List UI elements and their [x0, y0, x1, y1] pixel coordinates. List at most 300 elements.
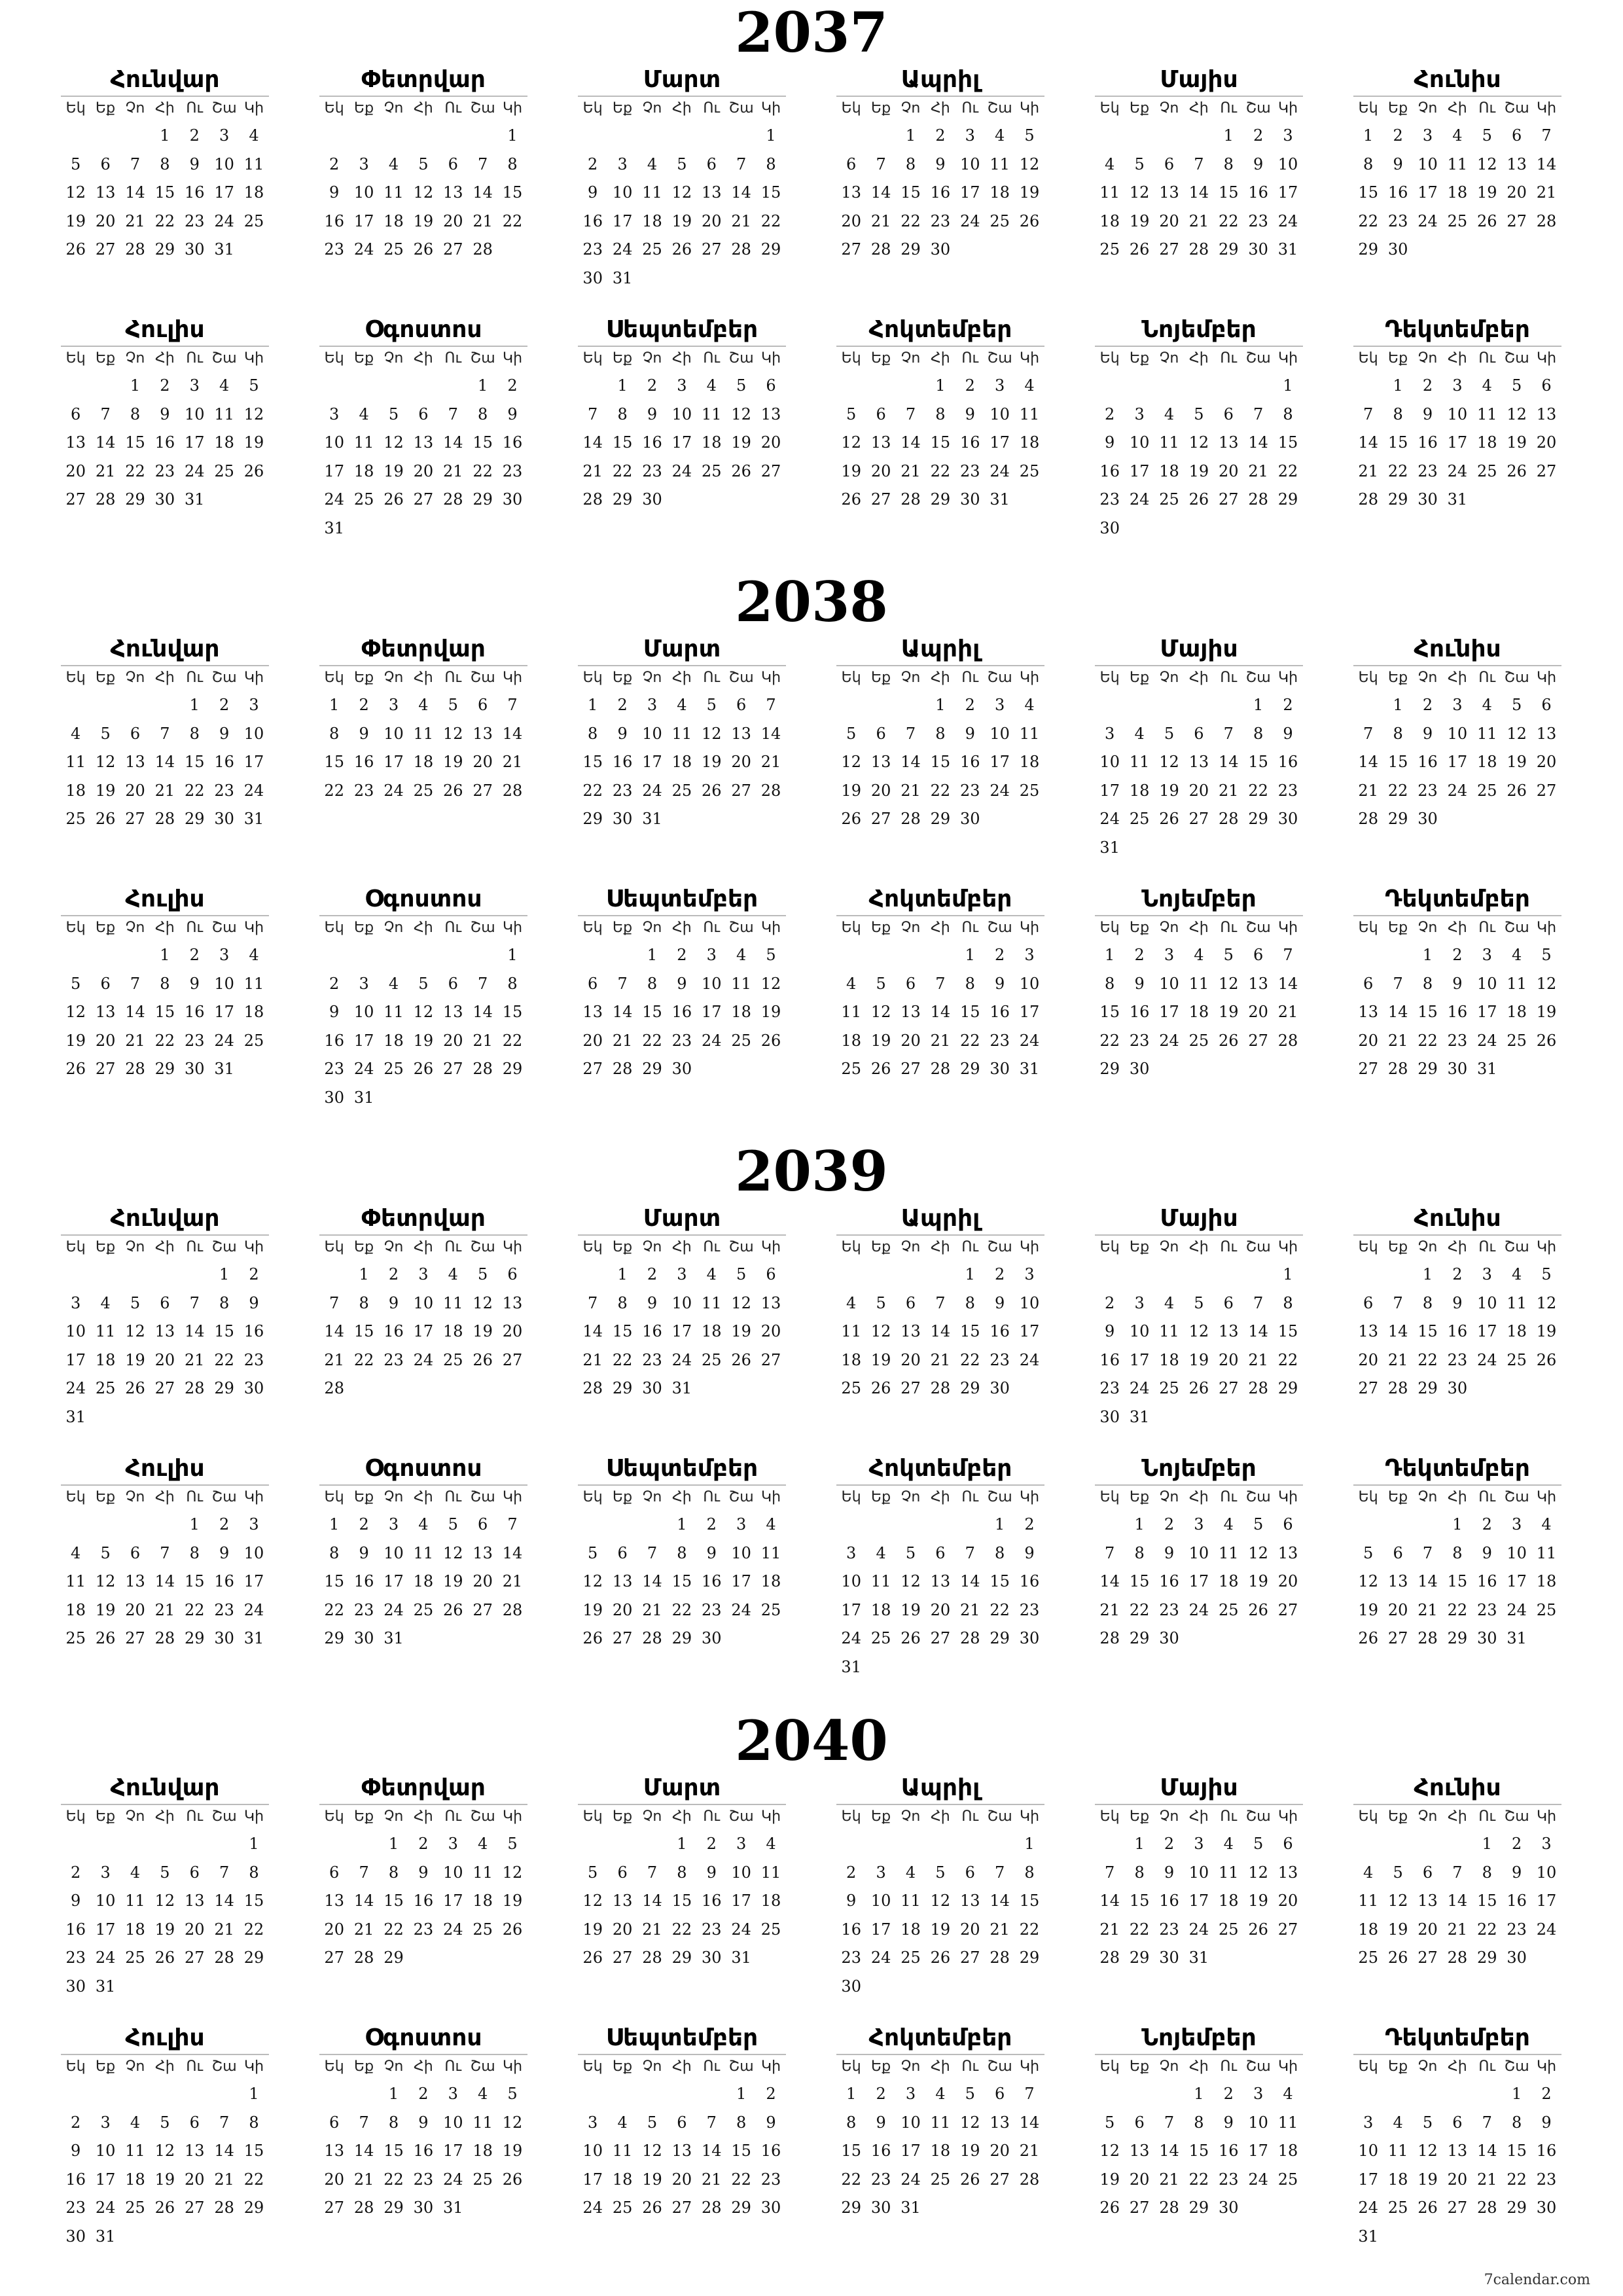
day-cell: 17	[642, 753, 662, 771]
day-cell: 17	[353, 1031, 374, 1050]
day-cell: 30	[1418, 810, 1438, 828]
day-cell: 4	[1482, 696, 1492, 714]
day-cell: 23	[642, 1350, 662, 1369]
empty-day-cell	[120, 122, 150, 151]
day-cell: 9	[160, 404, 170, 423]
day-cell: 8	[329, 1543, 340, 1562]
day-cell: 26	[1418, 2198, 1438, 2217]
day-cell: 28	[1387, 1379, 1408, 1397]
day-cell: 19	[582, 1920, 603, 1939]
day-cell: 11	[413, 1543, 434, 1562]
day-cell: 11	[870, 1572, 891, 1590]
weekday-label: Եկ	[841, 100, 861, 117]
weekday-label: Հի	[931, 1239, 950, 1255]
day-cell: 11	[1476, 404, 1497, 423]
weekday-label: Շա	[728, 100, 754, 117]
weekday-label: Չո	[1159, 1489, 1179, 1505]
day-cell: 22	[184, 1600, 205, 1619]
weekday-label: Կի	[1278, 1808, 1298, 1825]
day-cell: 27	[901, 1060, 921, 1078]
month-name: Հունիս	[1414, 636, 1501, 662]
day-cell: 8	[359, 1293, 369, 1312]
day-cell: 8	[677, 1543, 687, 1562]
day-cell: 4	[130, 1863, 141, 1882]
day-cell: 17	[95, 1920, 116, 1939]
weekday-header	[836, 665, 1044, 691]
day-cell: 15	[1218, 183, 1239, 202]
day-cell: 12	[701, 724, 722, 743]
day-cell: 6	[677, 2113, 687, 2132]
weekday-label: Շա	[211, 350, 237, 367]
day-cell: 29	[1507, 2198, 1527, 2217]
day-cell: 7	[647, 1543, 658, 1562]
weekday-label: Շա	[1504, 350, 1529, 367]
weekday-label: Հի	[414, 1489, 433, 1505]
day-cell: 29	[671, 1948, 692, 1967]
day-cell: 12	[901, 1572, 921, 1590]
day-cell: 26	[1159, 810, 1179, 828]
day-cell: 1	[1422, 1265, 1433, 1283]
weekday-label: Եկ	[1358, 1239, 1378, 1255]
day-cell: 29	[1129, 1629, 1150, 1647]
day-cell: 23	[990, 1031, 1010, 1050]
day-cell: 19	[1507, 753, 1527, 771]
weekday-label: Շա	[470, 1489, 495, 1505]
day-cell: 20	[1358, 1031, 1378, 1050]
day-cell: 16	[1536, 2142, 1557, 2160]
empty-day-cell	[1214, 1261, 1243, 1289]
day-cell: 18	[65, 1600, 86, 1619]
weekday-label: Կի	[503, 1239, 523, 1255]
day-cell: 30	[1129, 1060, 1150, 1078]
day-cell: 29	[1248, 810, 1268, 828]
day-cell: 18	[65, 781, 86, 800]
day-cell: 14	[502, 724, 523, 743]
day-cell: 21	[1099, 1920, 1120, 1939]
empty-day-cell	[1124, 372, 1154, 401]
weekday-header	[1353, 665, 1561, 691]
day-cell: 13	[1358, 1322, 1378, 1340]
day-cell: 2	[1164, 1515, 1175, 1534]
day-cell: 8	[1363, 154, 1374, 173]
day-cell: 10	[870, 1892, 891, 1910]
day-cell: 29	[1358, 240, 1378, 259]
month-calendar	[319, 635, 527, 877]
weekday-label: Կի	[761, 670, 781, 686]
day-cell: 3	[995, 376, 1005, 395]
day-cell: 17	[1447, 433, 1468, 452]
weekday-label: Շա	[470, 1808, 495, 1825]
day-cell: 11	[1218, 1543, 1239, 1562]
weekday-header	[61, 1484, 269, 1511]
empty-day-cell	[1124, 1261, 1154, 1289]
weekday-label: Շա	[1245, 2058, 1271, 2075]
day-cell: 14	[353, 2142, 374, 2160]
day-cell: 12	[1248, 1863, 1268, 1882]
weekday-label: Կի	[1537, 920, 1557, 936]
day-cell: 14	[731, 183, 751, 202]
day-cell: 9	[995, 1293, 1005, 1312]
day-cell: 17	[1188, 1572, 1209, 1590]
day-cell: 27	[324, 1948, 344, 1967]
weekday-label: Ու	[186, 1239, 204, 1255]
weekday-label: Եք	[613, 1239, 633, 1255]
day-cell: 20	[1536, 753, 1557, 771]
day-cell: 3	[448, 2085, 458, 2103]
day-cell: 19	[731, 433, 751, 452]
day-cell: 16	[1447, 1003, 1468, 1021]
day-cell: 14	[930, 1322, 951, 1340]
day-cell: 22	[1507, 2170, 1527, 2189]
empty-day-cell	[1353, 941, 1383, 970]
day-grid	[578, 122, 786, 293]
weekday-label: Եք	[1130, 100, 1150, 117]
month-calendar	[578, 2024, 786, 2266]
month-name: Մարտ	[643, 1205, 721, 1232]
year-title: 2039	[735, 1139, 888, 1204]
empty-day-cell	[578, 1511, 607, 1539]
day-cell: 15	[1476, 1892, 1497, 1910]
day-cell: 29	[154, 1060, 175, 1078]
month-calendar	[319, 65, 527, 308]
day-cell: 29	[612, 490, 633, 509]
day-cell: 7	[219, 1863, 230, 1882]
day-cell: 14	[1536, 154, 1557, 173]
day-cell: 1	[329, 1515, 340, 1534]
day-cell: 10	[214, 974, 234, 993]
empty-day-cell	[697, 122, 726, 151]
day-cell: 28	[1218, 810, 1239, 828]
day-cell: 25	[1476, 781, 1497, 800]
day-cell: 15	[502, 183, 523, 202]
day-cell: 30	[1159, 1948, 1179, 1967]
day-cell: 27	[582, 1060, 603, 1078]
empty-day-cell	[836, 1830, 866, 1859]
day-cell: 29	[990, 1629, 1010, 1647]
day-cell: 5	[905, 1543, 916, 1562]
weekday-label: Ու	[1478, 920, 1496, 936]
day-cell: 23	[642, 461, 662, 480]
day-cell: 4	[1164, 1293, 1175, 1312]
day-cell: 10	[95, 1892, 116, 1910]
day-cell: 14	[473, 1003, 493, 1021]
day-cell: 20	[65, 461, 86, 480]
day-cell: 26	[154, 1948, 175, 1967]
weekday-label: Կի	[1278, 920, 1298, 936]
weekday-label: Հի	[155, 1239, 175, 1255]
day-cell: 10	[1418, 154, 1438, 173]
day-cell: 15	[243, 1892, 264, 1910]
day-cell: 1	[507, 946, 518, 964]
day-cell: 17	[841, 1600, 861, 1619]
day-cell: 31	[383, 1629, 404, 1647]
weekday-label: Հի	[414, 1808, 433, 1825]
day-cell: 25	[413, 1600, 434, 1619]
day-cell: 26	[413, 1060, 434, 1078]
day-cell: 11	[990, 154, 1010, 173]
day-cell: 19	[1019, 183, 1040, 202]
day-cell: 28	[473, 1060, 493, 1078]
weekday-label: Շա	[987, 1489, 1012, 1505]
day-cell: 23	[184, 1031, 205, 1050]
day-cell: 18	[701, 1322, 722, 1340]
weekday-label: Եկ	[841, 670, 861, 686]
day-cell: 13	[1159, 183, 1179, 202]
day-cell: 19	[959, 2142, 980, 2160]
day-cell: 1	[1283, 376, 1293, 395]
day-cell: 9	[588, 183, 598, 202]
day-cell: 2	[359, 696, 369, 714]
day-cell: 13	[1387, 1572, 1408, 1590]
day-cell: 22	[1358, 211, 1378, 230]
weekday-label: Չո	[642, 1239, 662, 1255]
day-cell: 10	[65, 1322, 86, 1340]
day-cell: 20	[959, 1920, 980, 1939]
day-cell: 12	[154, 2142, 175, 2160]
weekday-label: Եկ	[1099, 100, 1120, 117]
empty-day-cell	[408, 941, 438, 970]
day-cell: 3	[100, 2113, 111, 2132]
month-name: Սեպտեմբեր	[605, 2024, 758, 2051]
day-cell: 25	[95, 1379, 116, 1397]
weekday-label: Եք	[1130, 1808, 1150, 1825]
day-cell: 16	[353, 1572, 374, 1590]
day-cell: 17	[731, 1892, 751, 1910]
weekday-label: Չո	[383, 1239, 404, 1255]
weekday-label: Ու	[703, 2058, 721, 2075]
weekday-label: Եկ	[1099, 1489, 1120, 1505]
day-cell: 15	[671, 1892, 692, 1910]
weekday-label: Չո	[901, 1808, 921, 1825]
day-cell: 5	[130, 1293, 141, 1312]
empty-day-cell	[1383, 2080, 1412, 2109]
day-cell: 1	[189, 1515, 200, 1534]
day-cell: 22	[1418, 1350, 1438, 1369]
day-cell: 4	[418, 696, 429, 714]
day-cell: 2	[647, 376, 658, 395]
weekday-label: Չո	[901, 920, 921, 936]
day-cell: 13	[1218, 1322, 1239, 1340]
day-cell: 16	[383, 1322, 404, 1340]
day-cell: 25	[1099, 240, 1120, 259]
day-cell: 1	[388, 2085, 399, 2103]
day-cell: 29	[473, 490, 493, 509]
day-cell: 19	[1159, 781, 1179, 800]
empty-day-cell	[1095, 2080, 1124, 2109]
day-cell: 30	[324, 1088, 344, 1107]
day-cell: 5	[736, 376, 747, 395]
day-cell: 8	[1393, 404, 1403, 423]
day-cell: 31	[642, 810, 662, 828]
day-cell: 20	[95, 1031, 116, 1050]
year-block	[0, 0, 1623, 569]
day-cell: 4	[846, 974, 857, 993]
day-cell: 25	[125, 1948, 145, 1967]
day-cell: 5	[1134, 154, 1145, 173]
day-cell: 4	[1134, 724, 1145, 743]
weekday-label: Շա	[728, 1239, 754, 1255]
empty-day-cell	[120, 941, 150, 970]
empty-day-cell	[61, 372, 90, 401]
day-cell: 16	[1159, 1892, 1179, 1910]
month-calendar	[836, 315, 1044, 558]
day-cell: 1	[1223, 126, 1234, 145]
day-cell: 7	[1363, 724, 1374, 743]
weekday-label: Եք	[1130, 670, 1150, 686]
day-cell: 31	[95, 2227, 116, 2246]
day-cell: 4	[677, 696, 687, 714]
day-cell: 22	[473, 461, 493, 480]
day-cell: 9	[647, 404, 658, 423]
empty-day-cell	[578, 941, 607, 970]
day-cell: 26	[671, 240, 692, 259]
day-cell: 17	[1129, 1350, 1150, 1369]
day-cell: 24	[1188, 1920, 1209, 1939]
day-cell: 5	[1393, 1863, 1403, 1882]
weekday-label: Հի	[155, 670, 175, 686]
day-cell: 1	[617, 1265, 628, 1283]
day-cell: 4	[706, 376, 717, 395]
day-cell: 1	[1134, 1515, 1145, 1534]
day-cell: 15	[184, 753, 205, 771]
day-cell: 28	[1387, 1060, 1408, 1078]
day-cell: 7	[1194, 154, 1204, 173]
weekday-label: Շա	[470, 670, 495, 686]
weekday-label: Ու	[186, 2058, 204, 2075]
day-cell: 8	[1283, 404, 1293, 423]
month-calendar	[319, 885, 527, 1127]
day-cell: 7	[935, 1293, 946, 1312]
month-name: Նոյեմբեր	[1141, 316, 1257, 343]
day-cell: 26	[442, 1600, 463, 1619]
weekday-label: Հի	[1448, 670, 1467, 686]
empty-day-cell	[438, 372, 468, 401]
day-cell: 15	[642, 1003, 662, 1021]
empty-day-cell	[836, 372, 866, 401]
weekday-label: Չո	[1159, 1239, 1179, 1255]
day-cell: 21	[990, 1920, 1010, 1939]
day-cell: 18	[1507, 1003, 1527, 1021]
day-grid	[61, 122, 269, 264]
day-cell: 9	[1105, 1322, 1115, 1340]
weekday-header	[319, 96, 527, 122]
empty-day-cell	[866, 1830, 895, 1859]
empty-day-cell	[319, 122, 349, 151]
day-cell: 3	[1194, 1515, 1204, 1534]
day-cell: 27	[473, 1600, 493, 1619]
day-cell: 21	[1248, 1350, 1268, 1369]
empty-day-cell	[319, 1261, 349, 1289]
day-cell: 16	[760, 2142, 781, 2160]
day-cell: 10	[383, 1543, 404, 1562]
day-cell: 26	[1387, 1948, 1408, 1967]
day-cell: 18	[125, 1920, 145, 1939]
weekday-label: Եկ	[324, 2058, 344, 2075]
day-cell: 18	[243, 183, 264, 202]
day-cell: 23	[65, 2198, 86, 2217]
empty-day-cell	[836, 1261, 866, 1289]
weekday-header	[1353, 346, 1561, 372]
weekday-label: Եկ	[582, 1808, 603, 1825]
day-cell: 26	[582, 1948, 603, 1967]
day-cell: 2	[766, 2085, 776, 2103]
day-cell: 12	[413, 1003, 434, 1021]
day-cell: 29	[1218, 240, 1239, 259]
day-cell: 20	[95, 211, 116, 230]
day-cell: 25	[760, 1600, 781, 1619]
day-cell: 13	[1358, 1003, 1378, 1021]
day-cell: 21	[1019, 2142, 1040, 2160]
weekday-label: Չո	[1159, 100, 1179, 117]
day-cell: 13	[1277, 1543, 1298, 1562]
day-cell: 19	[442, 1572, 463, 1590]
day-cell: 20	[901, 1031, 921, 1050]
day-cell: 5	[1512, 696, 1522, 714]
day-cell: 16	[413, 2142, 434, 2160]
empty-day-cell	[1095, 1261, 1124, 1289]
day-cell: 4	[71, 1543, 81, 1562]
day-cell: 4	[100, 1293, 111, 1312]
empty-day-cell	[607, 122, 637, 151]
day-cell: 13	[65, 433, 86, 452]
day-cell: 15	[383, 2142, 404, 2160]
day-cell: 24	[214, 1031, 234, 1050]
day-cell: 5	[935, 1863, 946, 1882]
empty-day-cell	[955, 1830, 985, 1859]
day-cell: 23	[214, 1600, 234, 1619]
day-cell: 2	[1283, 696, 1293, 714]
day-cell: 14	[582, 433, 603, 452]
day-cell: 25	[642, 240, 662, 259]
day-cell: 6	[507, 1265, 518, 1283]
weekday-header	[1095, 1234, 1303, 1261]
day-grid	[1353, 122, 1561, 264]
day-cell: 17	[582, 2170, 603, 2189]
day-cell: 15	[1129, 1892, 1150, 1910]
weekday-label: Ու	[444, 100, 462, 117]
day-cell: 26	[1476, 211, 1497, 230]
day-cell: 6	[130, 1543, 141, 1562]
day-cell: 27	[612, 1948, 633, 1967]
weekday-label: Շա	[1504, 2058, 1529, 2075]
day-cell: 22	[324, 781, 344, 800]
day-cell: 11	[1507, 974, 1527, 993]
day-cell: 14	[760, 724, 781, 743]
day-cell: 2	[1452, 946, 1463, 964]
day-cell: 6	[1253, 946, 1264, 964]
weekday-header	[578, 1804, 786, 1830]
weekday-label: Ու	[186, 920, 204, 936]
weekday-label: Կի	[761, 2058, 781, 2075]
weekday-label: Շա	[470, 350, 495, 367]
day-cell: 10	[95, 2142, 116, 2160]
day-cell: 13	[841, 183, 861, 202]
day-cell: 20	[1248, 1003, 1268, 1021]
day-cell: 16	[582, 211, 603, 230]
day-cell: 1	[160, 946, 170, 964]
day-cell: 4	[766, 1835, 776, 1853]
day-cell: 20	[473, 1572, 493, 1590]
weekday-label: Եկ	[65, 920, 86, 936]
day-cell: 25	[701, 1350, 722, 1369]
day-grid	[1095, 1261, 1303, 1431]
weekday-label: Հի	[414, 350, 433, 367]
weekday-label: Հի	[414, 920, 433, 936]
day-cell: 1	[478, 376, 488, 395]
day-cell: 3	[418, 1265, 429, 1283]
day-cell: 30	[959, 490, 980, 509]
empty-day-cell	[637, 2080, 667, 2109]
